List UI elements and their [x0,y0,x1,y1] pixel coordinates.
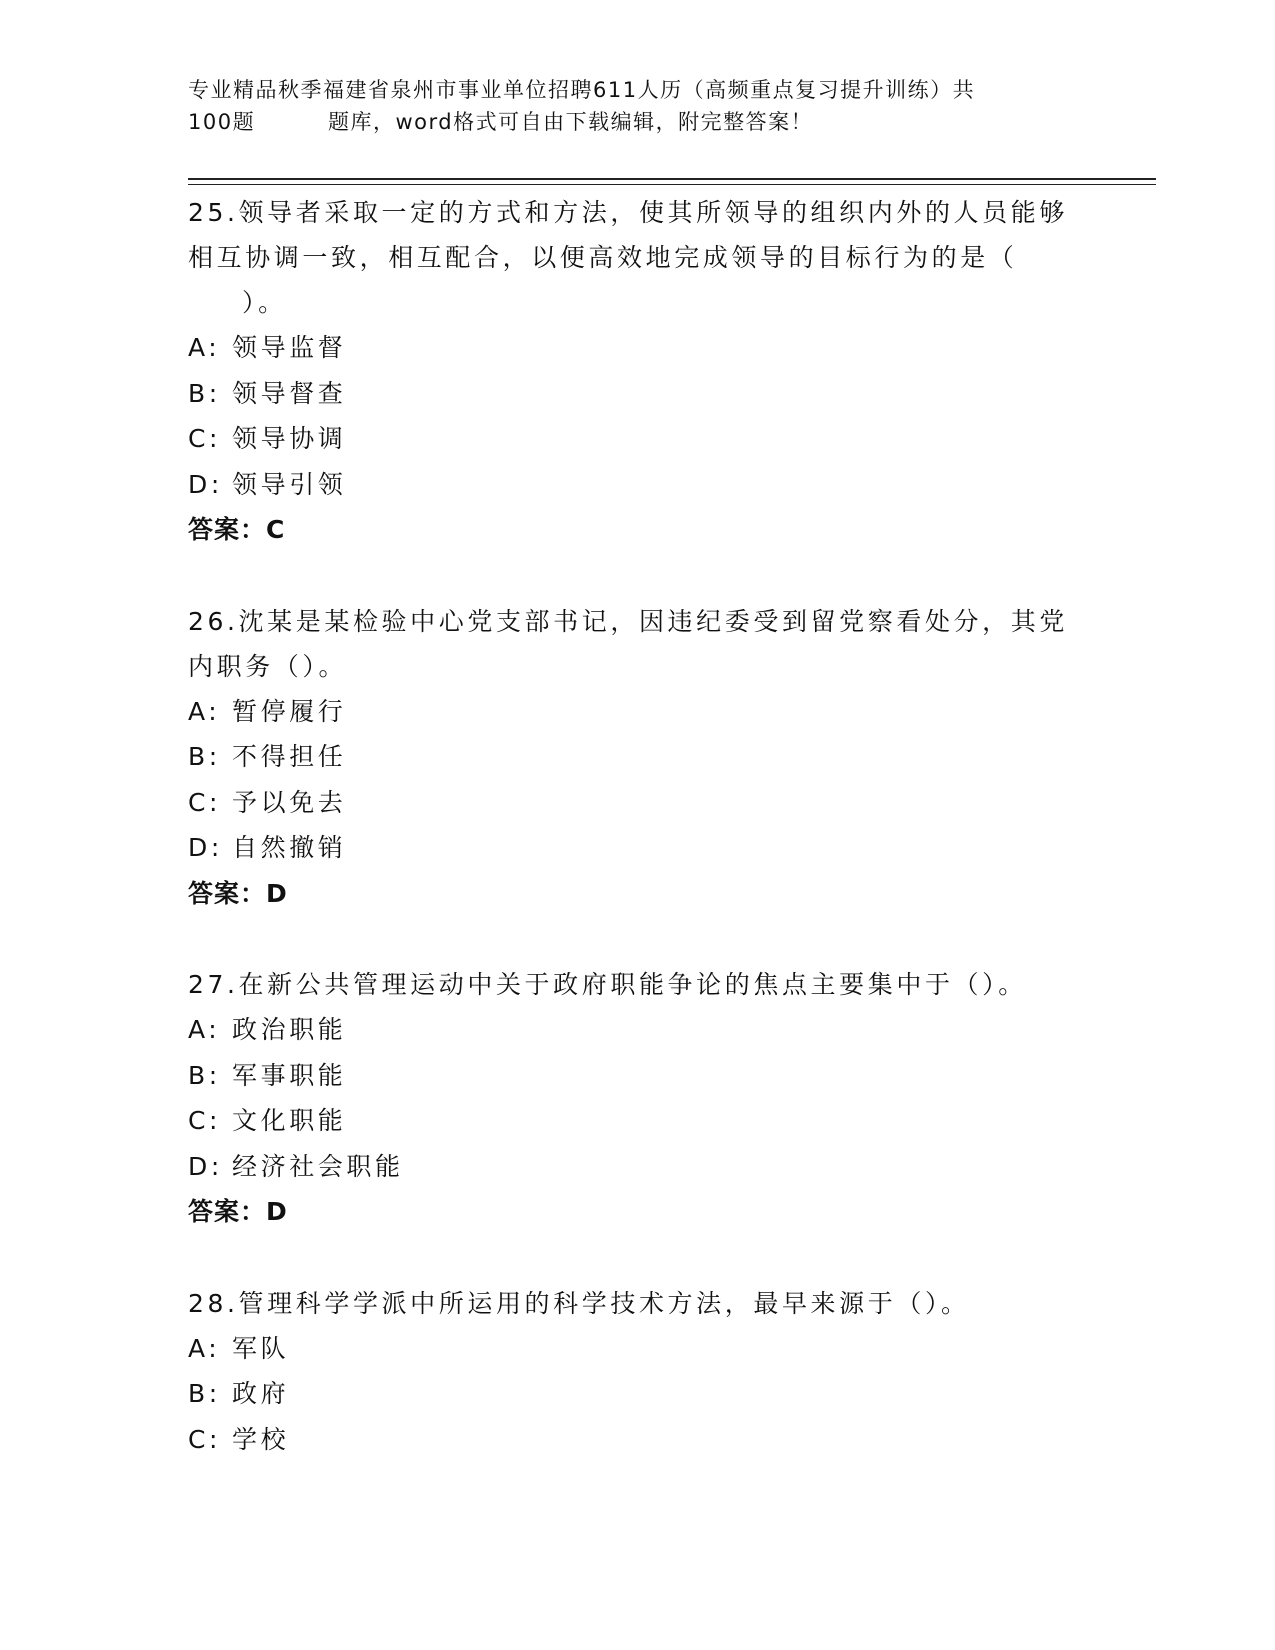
option-d [188,1144,1088,1190]
question-list [188,190,1088,1508]
option-text: 自然撤销 [232,833,347,862]
option-text: 军事职能 [232,1060,347,1090]
option-a [188,1326,1088,1372]
option-a [188,689,1088,735]
question-count: 100题 [188,110,256,134]
option-key: C: [188,1424,222,1454]
question-stem-line: 26.沈某是某检验中心党支部书记，因违纪委受到留党察看处分，其党 [188,606,1068,636]
option-key: B: [188,742,221,771]
option-c [188,1417,1088,1463]
option-text: 予以免去 [232,787,347,817]
option-text: 领导监督 [232,333,347,362]
option-key: C: [188,424,222,453]
header-divider-thick [188,178,1156,180]
question-stem-line: 相互协调一致，相互配合，以便高效地完成领导的目标行为的是（ [188,243,1018,272]
option-text: 经济社会职能 [232,1151,404,1181]
document-header [188,74,1068,138]
option-key: A: [188,1333,221,1363]
option-key: D: [188,469,223,499]
option-text: 政治职能 [232,1015,347,1044]
option-key: B: [188,1060,221,1090]
option-b [188,371,1088,417]
option-b [188,1053,1088,1099]
question-27 [188,962,1088,1235]
question-stem-line: 25.领导者采取一定的方式和方法，使其所领导的组织内外的人员能够 [188,198,1068,227]
header-subtitle-line [188,106,1068,138]
question-stem-line: 28.管理科学学派中所运用的科学技术方法，最早来源于（）。 [188,1288,970,1318]
option-key: C: [188,1106,222,1135]
question-25 [188,190,1088,553]
question-stem-line: ）。 [242,288,287,317]
answer-line: 答案：C [188,515,286,544]
header-description: 题库，word格式可自由下载编辑，附完整答案！ [328,110,814,134]
option-d [188,825,1088,871]
option-text: 不得担任 [232,742,347,771]
option-key: D: [188,1151,223,1181]
question-stem-line: 27.在新公共管理运动中关于政府职能争论的焦点主要集中于（）。 [188,970,1027,999]
option-c [188,780,1088,826]
question-28 [188,1281,1088,1463]
answer-line: 答案：D [188,1197,288,1226]
header-title-line: 专业精品秋季福建省泉州市事业单位招聘611人历（高频重点复习提升训练）共 [188,78,976,102]
option-key: A: [188,1015,221,1044]
answer-line: 答案：D [188,878,288,908]
option-text: 暂停履行 [232,696,347,726]
option-a [188,1007,1088,1053]
option-text: 学校 [232,1424,290,1454]
option-text: 领导协调 [232,424,347,453]
option-text: 政府 [232,1379,290,1408]
option-c [188,1098,1088,1144]
option-b [188,1371,1088,1417]
option-key: B: [188,1379,221,1408]
option-key: D: [188,833,223,862]
question-stem-line: 内职务（）。 [188,651,348,681]
option-text: 领导督查 [232,378,347,408]
option-key: A: [188,696,221,726]
option-text: 文化职能 [232,1106,347,1135]
option-text: 领导引领 [232,469,347,499]
option-text: 军队 [232,1333,290,1363]
header-divider-thin [188,184,1156,185]
option-b [188,734,1088,780]
option-a [188,325,1088,371]
option-key: C: [188,787,222,817]
option-c [188,416,1088,462]
option-d [188,462,1088,508]
option-key: A: [188,333,221,362]
question-26 [188,599,1088,917]
option-key: B: [188,378,221,408]
